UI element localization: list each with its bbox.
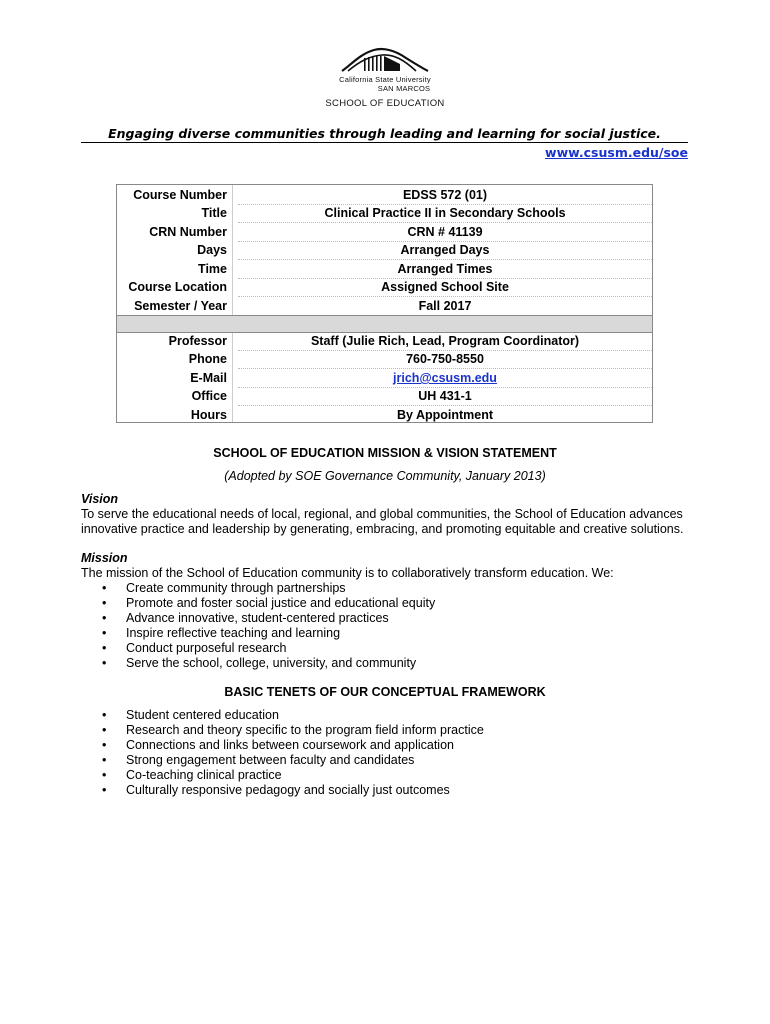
vision-text: To serve the educational needs of local, regional, and global communities, the School of Education advances innovative practice and leadership by generating, embracing, and promoting equitable and creative solutions. (81, 507, 684, 536)
row-label: Title (201, 206, 227, 220)
list-item (81, 723, 484, 738)
table-row (117, 223, 652, 241)
bullet-icon: • (102, 753, 107, 767)
header-divider (81, 142, 688, 143)
row-value: UH 431-1 (238, 387, 652, 406)
list-item (81, 596, 435, 611)
list-item-text: Student centered education (126, 708, 279, 722)
row-label: Phone (188, 352, 227, 366)
row-value: EDSS 572 (01) (238, 186, 652, 205)
list-item (81, 738, 484, 753)
table-row (117, 332, 652, 350)
row-value: 760-750-8550 (238, 350, 652, 369)
row-label: Time (198, 262, 227, 276)
row-label: Days (197, 243, 227, 257)
bullet-icon: • (102, 723, 107, 737)
bullet-icon: • (102, 641, 107, 655)
table-row (117, 350, 652, 368)
course-info-table (116, 184, 653, 423)
row-value: Clinical Practice II in Secondary Schools (238, 204, 652, 223)
bullet-icon: • (102, 656, 107, 670)
row-label: Course Number (133, 188, 227, 202)
row-value: By Appointment (396, 408, 494, 422)
list-item (81, 641, 435, 656)
list-item-text: Connections and links between coursework and application (126, 738, 454, 752)
list-item-text: Culturally responsive pedagogy and socially just outcomes (126, 783, 450, 797)
row-label: Office (191, 389, 227, 403)
adopted-note: (Adopted by SOE Governance Community, January 2013) (224, 469, 546, 483)
table-row (117, 186, 652, 204)
row-label: Hours (190, 408, 227, 422)
row-value: Arranged Times (238, 260, 652, 279)
list-item-text: Inspire reflective teaching and learning (126, 626, 341, 640)
bullet-icon: • (102, 626, 107, 640)
row-label: Course Location (128, 280, 227, 294)
bullet-icon: • (102, 596, 107, 610)
bullet-icon: • (102, 783, 107, 797)
row-label: Semester / Year (134, 299, 227, 313)
tagline: Engaging diverse communities through leading and learning for social justice. (108, 126, 661, 141)
table-row (117, 241, 652, 259)
bullet-icon: • (102, 611, 107, 625)
row-value: CRN # 41139 (238, 223, 652, 242)
row-label: E-Mail (190, 371, 227, 385)
list-item (81, 768, 484, 783)
bullet-icon: • (102, 768, 107, 782)
list-item-text: Serve the school, college, university, and community (126, 656, 417, 670)
list-item-text: Strong engagement between faculty and candidates (126, 753, 415, 767)
bullet-icon: • (102, 581, 107, 595)
framework-list (81, 708, 484, 798)
table-row (117, 260, 652, 278)
row-label: Professor (168, 334, 227, 348)
list-item-text: Promote and foster social justice and educational equity (126, 596, 436, 610)
vision-heading: Vision (81, 492, 119, 506)
mission-vision-heading: SCHOOL OF EDUCATION MISSION & VISION STATEMENT (213, 446, 557, 460)
list-item-text: Research and theory specific to the program field inform practice (126, 723, 484, 737)
row-value (238, 369, 652, 388)
list-item-text: Create community through partnerships (126, 581, 346, 595)
school-website-link[interactable]: www.csusm.edu/soe (545, 145, 688, 160)
framework-heading: BASIC TENETS OF OUR CONCEPTUAL FRAMEWORK (224, 685, 546, 699)
email-link[interactable]: jrich@csusm.edu (393, 371, 497, 385)
table-row (117, 278, 652, 296)
list-item-text: Advance innovative, student-centered practices (126, 611, 389, 625)
row-value: Staff (Julie Rich, Lead, Program Coordinator) (238, 332, 652, 351)
mission-list (81, 581, 435, 671)
list-item (81, 708, 484, 723)
row-value: Fall 2017 (418, 299, 472, 313)
list-item (81, 626, 435, 641)
list-item (81, 753, 484, 768)
table-row (117, 204, 652, 222)
row-value: Assigned School Site (238, 278, 652, 297)
university-logo (0, 44, 770, 109)
row-value: Arranged Days (238, 241, 652, 260)
logo-university-name: California State University (339, 75, 431, 84)
list-item-text: Co-teaching clinical practice (126, 768, 282, 782)
table-row (117, 406, 652, 424)
mission-text: The mission of the School of Education community is to collaboratively transform education. We: (81, 566, 614, 580)
table-row (117, 297, 652, 315)
logo-campus-name: SAN MARCOS (377, 84, 431, 93)
row-label: CRN Number (149, 225, 227, 239)
csusm-mountain-logo-icon (340, 44, 430, 74)
list-item (81, 611, 435, 626)
mission-heading: Mission (81, 551, 128, 565)
bullet-icon: • (102, 738, 107, 752)
table-row (117, 369, 652, 387)
list-item (81, 783, 484, 798)
logo-school-name: SCHOOL OF EDUCATION (325, 98, 445, 109)
list-item (81, 656, 435, 671)
table-row (117, 387, 652, 405)
table-separator-band (117, 315, 652, 333)
list-item-text: Conduct purposeful research (126, 641, 287, 655)
bullet-icon: • (102, 708, 107, 722)
list-item (81, 581, 435, 596)
